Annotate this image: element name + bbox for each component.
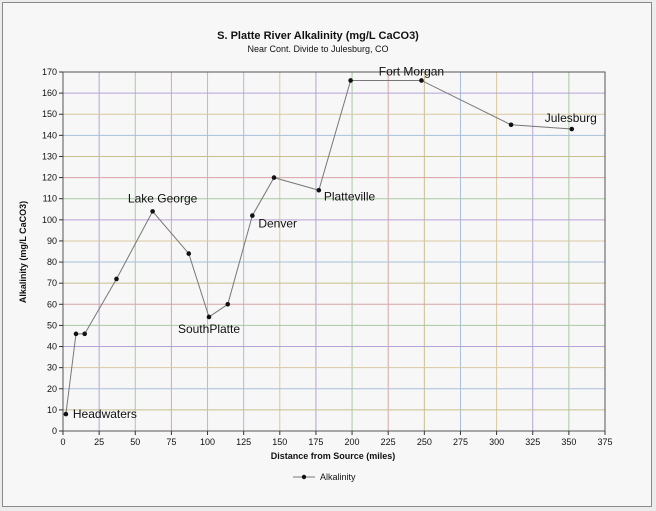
x-tick-label: 325: [525, 437, 541, 447]
y-tick-label: 120: [41, 172, 57, 183]
data-point: [150, 209, 155, 214]
y-tick-label: 170: [41, 67, 57, 77]
chart-title: S. Platte River Alkalinity (mg/L CaCO3): [217, 30, 419, 42]
legend-label: Alkalinity: [320, 472, 356, 482]
annotation-label: Julesburg: [544, 111, 597, 126]
y-tick-label: 110: [42, 193, 57, 204]
y-tick-label: 130: [41, 151, 57, 162]
x-tick-label: 125: [236, 437, 252, 447]
data-point: [207, 315, 212, 320]
x-tick-label: 375: [597, 437, 613, 447]
y-tick-label: 30: [46, 362, 57, 373]
series-line: [66, 80, 572, 414]
x-tick-label: 50: [130, 437, 141, 447]
x-tick-label: 225: [380, 437, 396, 447]
annotation-label: Fort Morgan: [378, 64, 445, 79]
legend: [293, 472, 356, 482]
data-point: [509, 122, 514, 127]
data-point: [186, 251, 191, 256]
x-axis-ticks: [60, 431, 612, 447]
data-point: [272, 175, 277, 180]
data-point: [74, 332, 79, 337]
y-axis-title: Alkalinity (mg/L CaCO3): [18, 200, 28, 304]
annotation-label: Headwaters: [72, 407, 137, 422]
y-tick-label: 100: [41, 214, 57, 225]
x-tick-label: 350: [561, 437, 577, 447]
data-point: [419, 78, 424, 83]
x-tick-label: 300: [489, 437, 505, 447]
data-point: [317, 188, 322, 193]
y-axis-ticks: [42, 67, 63, 436]
y-tick-label: 50: [46, 320, 57, 331]
data-point: [64, 412, 69, 417]
x-axis-title: Distance from Source (miles): [270, 451, 396, 461]
x-tick-label: 25: [94, 437, 105, 447]
chart-subtitle: Near Cont. Divide to Julesburg, CO: [247, 44, 389, 54]
annotation-label: Platteville: [323, 189, 376, 204]
y-tick-label: 140: [41, 130, 57, 141]
y-tick-label: 0: [51, 426, 57, 436]
y-tick-label: 70: [46, 278, 57, 289]
data-point: [82, 332, 87, 337]
annotation-label: SouthPlatte: [177, 321, 241, 336]
data-point: [250, 213, 255, 218]
x-tick-label: 200: [344, 437, 360, 447]
y-tick-label: 80: [46, 257, 57, 268]
x-tick-label: 175: [308, 437, 324, 447]
y-tick-label: 60: [46, 299, 57, 310]
data-point: [225, 302, 230, 307]
y-tick-label: 20: [46, 383, 57, 394]
x-tick-label: 100: [200, 437, 216, 447]
x-tick-label: 75: [166, 437, 177, 447]
data-point: [569, 127, 574, 132]
x-tick-label: 275: [452, 437, 468, 447]
x-tick-label: 250: [416, 437, 432, 447]
data-point: [348, 78, 353, 83]
y-tick-label: 90: [46, 235, 57, 246]
legend-marker: [302, 475, 306, 479]
annotation-label: Denver: [258, 216, 298, 231]
annotation-label: Lake George: [127, 191, 198, 206]
series-alkalinity: [64, 78, 574, 416]
y-tick-label: 10: [46, 404, 57, 415]
data-point: [114, 277, 119, 282]
y-tick-label: 150: [41, 109, 57, 120]
x-tick-label: 150: [272, 437, 288, 447]
y-tick-label: 40: [46, 341, 57, 352]
y-tick-label: 160: [41, 88, 57, 99]
x-tick-label: 0: [60, 437, 66, 447]
